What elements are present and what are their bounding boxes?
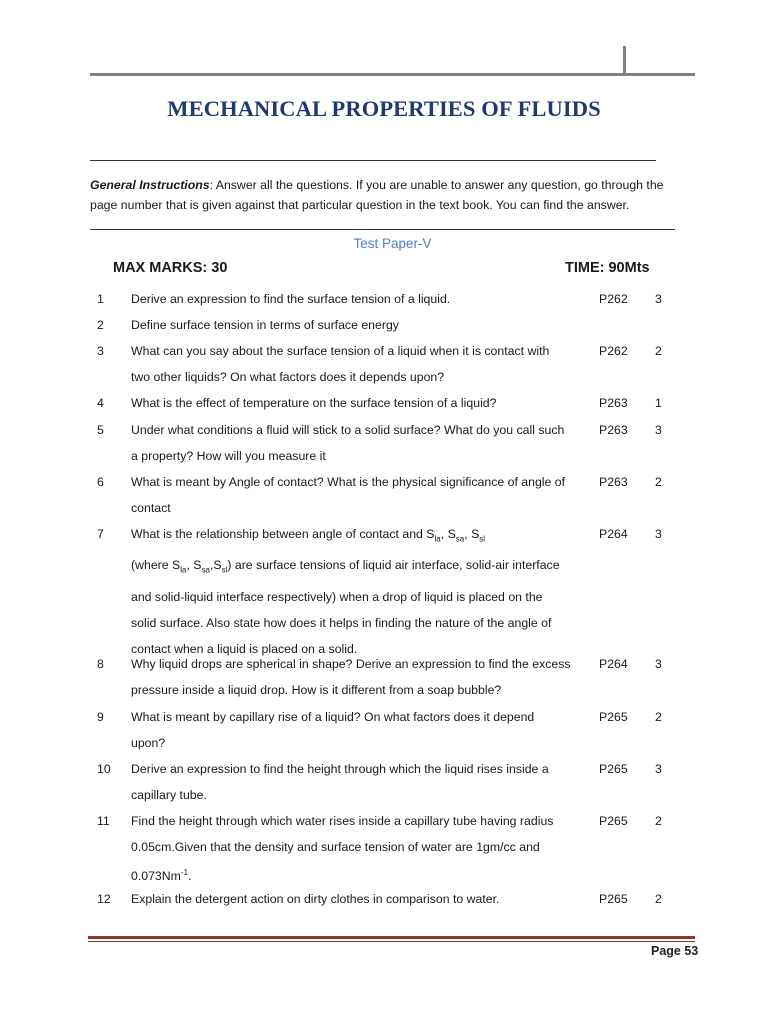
textbook-page-ref: P262 <box>599 292 628 306</box>
question-line: Derive an expression to find the height through which the liquid rises inside a <box>131 761 549 776</box>
question-text <box>131 756 586 808</box>
instructions-label: General Instructions <box>90 178 210 192</box>
question-line: Under what conditions a fluid will stick to a solid surface? What do you call such <box>131 422 565 437</box>
question-text <box>131 469 586 521</box>
question-line: $0.073Nm^{-1}$. <box>131 868 192 884</box>
question-line: and solid-liquid interface respectively) when a drop of liquid is placed on the <box>131 589 543 604</box>
question-marks: 2 <box>655 474 662 489</box>
question-number: 2 <box>97 318 104 333</box>
textbook-page-ref: P265 <box>599 709 628 724</box>
divider <box>90 160 656 161</box>
question-marks: 3 <box>655 761 662 776</box>
question-number: 9 <box>97 709 104 724</box>
divider <box>90 229 675 230</box>
question-number: 12 <box>97 892 111 907</box>
question-number: 6 <box>97 474 104 489</box>
header-rule <box>90 73 695 76</box>
question-line: upon? <box>131 735 166 750</box>
question-line: contact <box>131 500 171 515</box>
question-line: two other liquids? On what factors does it depends upon? <box>131 370 445 385</box>
question-number: 8 <box>97 657 104 672</box>
page-number: Page 53 <box>651 944 699 958</box>
instructions-text: : Answer all the questions. If you are unable to answer any question, go through the page number that is given against that particular question in the text book. You can find the answer. <box>90 178 664 212</box>
page-title: MECHANICAL PROPERTIES OF FLUIDS <box>167 96 601 121</box>
question-number: 10 <box>97 761 111 776</box>
question-marks: 2 <box>655 814 662 828</box>
question-text <box>131 338 586 390</box>
question-number: 4 <box>97 396 104 411</box>
question-line: Define surface tension in terms of surface energy <box>131 318 399 333</box>
question-line: What is the effect of temperature on the surface tension of a liquid? <box>131 396 497 411</box>
question-number: 3 <box>97 344 104 359</box>
textbook-page-ref: P263 <box>599 396 628 411</box>
question-text <box>131 808 586 889</box>
question-marks: 2 <box>655 892 662 907</box>
textbook-page-ref: P264 <box>599 526 628 541</box>
question-text <box>131 704 586 756</box>
time-limit: TIME: 90Mts <box>565 260 650 276</box>
question-line: (where $S_{la}$, $S_{sa},S_{sl}$) are surface tensions of liquid air interface, solid-air interface <box>131 558 560 575</box>
question-line: What is the relationship between angle of contact and $S_{la}$, $S_{sa}$, $S_{sl}$ <box>131 526 486 544</box>
question-marks: 3 <box>655 292 662 306</box>
footer-rule-thin <box>88 941 695 942</box>
max-marks: MAX MARKS: 30 <box>113 260 228 276</box>
question-marks: 1 <box>655 396 662 411</box>
test-paper-label: Test Paper-V <box>353 236 432 251</box>
question-marks: 3 <box>655 526 662 541</box>
question-text <box>131 312 586 338</box>
question-line: 0.05cm.Given that the density and surface tension of water are 1gm/cc and <box>131 840 540 854</box>
question-marks: 3 <box>655 422 662 437</box>
footer-rule <box>88 936 695 939</box>
question-marks: 3 <box>655 657 662 672</box>
question-line: What is meant by Angle of contact? What is the physical significance of angle of <box>131 474 566 489</box>
question-number: 11 <box>97 814 110 828</box>
textbook-page-ref: P264 <box>599 657 628 672</box>
question-line: pressure inside a liquid drop. How is it different from a soap bubble? <box>131 683 502 698</box>
question-line: a property? How will you measure it <box>131 448 326 463</box>
question-line: Why liquid drops are spherical in shape? Derive an expression to find the excess <box>131 657 571 672</box>
question-text <box>131 651 586 703</box>
question-line: Find the height through which water rises inside a capillary tube having radius <box>131 814 554 828</box>
textbook-page-ref: P262 <box>599 344 628 359</box>
question-line: Explain the detergent action on dirty clothes in comparison to water. <box>131 892 500 907</box>
question-marks: 2 <box>655 344 662 359</box>
textbook-page-ref: P263 <box>599 474 628 489</box>
question-text <box>131 886 586 912</box>
question-number: 5 <box>97 422 104 437</box>
question-line: solid surface. Also state how does it helps in finding the nature of the angle of <box>131 615 552 630</box>
question-line: capillary tube. <box>131 787 207 802</box>
question-line: Derive an expression to find the surface tension of a liquid. <box>131 292 451 306</box>
question-line: contact when a liquid is placed on a solid. <box>131 641 358 656</box>
question-text <box>131 390 586 416</box>
question-number: 1 <box>97 292 104 306</box>
question-number: 7 <box>97 526 104 541</box>
question-marks: 2 <box>655 709 662 724</box>
question-text <box>131 417 586 469</box>
textbook-page-ref: P265 <box>599 761 628 776</box>
textbook-page-ref: P265 <box>599 814 628 828</box>
general-instructions <box>90 175 690 215</box>
textbook-page-ref: P265 <box>599 892 628 907</box>
question-text <box>131 286 586 312</box>
question-line: What can you say about the surface tension of a liquid when it is contact with <box>131 344 550 359</box>
question-line: What is meant by capillary rise of a liquid? On what factors does it depend <box>131 709 535 724</box>
header-tick <box>623 46 626 74</box>
question-text <box>131 521 586 662</box>
textbook-page-ref: P263 <box>599 422 628 437</box>
